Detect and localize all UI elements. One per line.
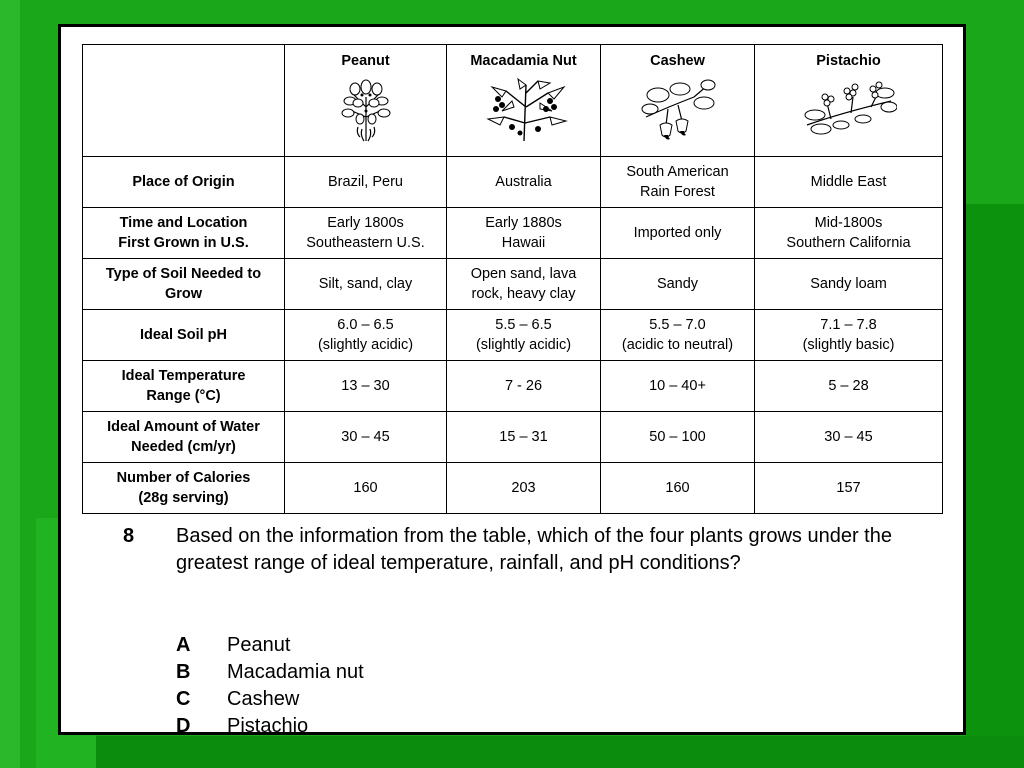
cell-text: rock, heavy clay bbox=[471, 286, 576, 302]
cell-text: Sandy bbox=[656, 276, 699, 292]
cell-text: Rain Forest bbox=[640, 184, 715, 200]
cell-text: 5 – 28 bbox=[828, 378, 869, 394]
table-cell bbox=[285, 259, 447, 310]
table-cell bbox=[755, 157, 943, 208]
cell-text: 160 bbox=[353, 480, 378, 496]
cell-text: 160 bbox=[665, 480, 690, 496]
table-row bbox=[83, 412, 943, 463]
cell-text: Sandy loam bbox=[810, 276, 887, 292]
table-cell bbox=[447, 310, 601, 361]
table-row bbox=[83, 259, 943, 310]
cell-text: Hawaii bbox=[501, 235, 546, 251]
row-header-text: Type of Soil Needed to bbox=[105, 266, 262, 282]
plant-name: Pistachio bbox=[816, 53, 881, 69]
option-letter: B bbox=[176, 661, 191, 683]
row-header-cell bbox=[83, 463, 285, 514]
table-cell bbox=[285, 157, 447, 208]
cell-text: 13 – 30 bbox=[341, 378, 390, 394]
cell-text: (slightly basic) bbox=[802, 337, 895, 353]
table-row bbox=[83, 361, 943, 412]
pistachio-plant-icon bbox=[801, 77, 897, 135]
question-text: Based on the information from the table, which of the four plants grows under the greatest range of ideal temperature, rainfall, and pH conditions? bbox=[176, 525, 892, 574]
row-header-text: (28g serving) bbox=[138, 490, 229, 506]
plant-name: Peanut bbox=[341, 53, 390, 69]
cell-text: South American bbox=[626, 164, 729, 180]
background-stripe bbox=[0, 0, 20, 768]
option-label: Peanut bbox=[227, 634, 291, 656]
cell-text: Mid-1800s bbox=[814, 215, 883, 231]
cell-text: Southeastern U.S. bbox=[306, 235, 425, 251]
cell-text: 15 – 31 bbox=[499, 429, 548, 445]
plant-name: Cashew bbox=[650, 53, 705, 69]
cell-text: Middle East bbox=[810, 174, 887, 190]
table-cell bbox=[601, 208, 755, 259]
cell-text: Open sand, lava bbox=[470, 266, 577, 282]
cell-text: 157 bbox=[836, 480, 861, 496]
option-label: Macadamia nut bbox=[227, 661, 364, 683]
table-cell bbox=[755, 208, 943, 259]
row-header-text: Ideal Soil pH bbox=[139, 327, 227, 343]
row-header-text: Needed (cm/yr) bbox=[131, 439, 236, 455]
cell-text: 50 – 100 bbox=[649, 429, 706, 445]
plant-name: Macadamia Nut bbox=[470, 53, 577, 69]
cell-text: 30 – 45 bbox=[341, 429, 390, 445]
cell-text: Imported only bbox=[633, 225, 722, 241]
nut-comparison-table bbox=[82, 44, 943, 514]
cell-text: (slightly acidic) bbox=[475, 337, 572, 353]
table-cell bbox=[755, 310, 943, 361]
cell-text: 10 – 40+ bbox=[649, 378, 706, 394]
peanut-plant-icon bbox=[340, 77, 392, 143]
row-header-cell bbox=[83, 259, 285, 310]
option-label: Pistachio bbox=[227, 715, 309, 737]
corner-cell bbox=[83, 45, 285, 157]
table-cell bbox=[601, 412, 755, 463]
cashew-plant-icon bbox=[638, 77, 718, 143]
table-cell bbox=[601, 259, 755, 310]
table-cell bbox=[755, 361, 943, 412]
background-stripe bbox=[96, 736, 1024, 768]
cell-text: Early 1880s bbox=[485, 215, 562, 231]
plant-column-header bbox=[601, 45, 755, 157]
row-header-text: Place of Origin bbox=[132, 174, 235, 190]
table-cell bbox=[447, 259, 601, 310]
table-cell bbox=[285, 361, 447, 412]
table-cell bbox=[755, 412, 943, 463]
row-header-cell bbox=[83, 361, 285, 412]
cell-text: 6.0 – 6.5 bbox=[337, 317, 394, 333]
table-cell bbox=[601, 361, 755, 412]
cell-text: 5.5 – 6.5 bbox=[495, 317, 552, 333]
table-cell bbox=[755, 463, 943, 514]
row-header-cell bbox=[83, 208, 285, 259]
row-header-text: Range (°C) bbox=[146, 388, 221, 404]
table-row bbox=[83, 310, 943, 361]
macadamia-plant-icon bbox=[476, 77, 572, 143]
table-cell bbox=[601, 310, 755, 361]
table-header-row bbox=[83, 45, 943, 157]
cell-text: Silt, sand, clay bbox=[318, 276, 413, 292]
table-cell bbox=[285, 208, 447, 259]
cell-text: 30 – 45 bbox=[824, 429, 873, 445]
row-header-cell bbox=[83, 157, 285, 208]
row-header-text: Ideal Temperature bbox=[121, 368, 246, 384]
cell-text: (slightly acidic) bbox=[317, 337, 414, 353]
plant-column-header bbox=[447, 45, 601, 157]
table-cell bbox=[447, 463, 601, 514]
row-header-text: Grow bbox=[164, 286, 203, 302]
cell-text: Early 1800s bbox=[327, 215, 404, 231]
table-cell bbox=[601, 157, 755, 208]
row-header-cell bbox=[83, 310, 285, 361]
option-letter: D bbox=[176, 715, 191, 737]
table-cell bbox=[285, 412, 447, 463]
cell-text: 203 bbox=[511, 480, 536, 496]
row-header-text: First Grown in U.S. bbox=[118, 235, 249, 251]
table-cell bbox=[285, 310, 447, 361]
row-header-text: Ideal Amount of Water bbox=[107, 419, 260, 435]
plant-column-header bbox=[755, 45, 943, 157]
option-label: Cashew bbox=[227, 688, 300, 710]
table-cell bbox=[285, 463, 447, 514]
plant-column-header bbox=[285, 45, 447, 157]
option-letter: C bbox=[176, 688, 191, 710]
cell-text: 7 - 26 bbox=[504, 378, 543, 394]
option-letter: A bbox=[176, 634, 191, 656]
question-number: 8 bbox=[123, 525, 135, 547]
row-header-text: Time and Location bbox=[119, 215, 248, 231]
cell-text: Brazil, Peru bbox=[328, 174, 403, 190]
row-header-cell bbox=[83, 412, 285, 463]
table-cell bbox=[755, 259, 943, 310]
row-header-text: Number of Calories bbox=[116, 470, 251, 486]
cell-text: 5.5 – 7.0 bbox=[649, 317, 706, 333]
table-cell bbox=[447, 412, 601, 463]
cell-text: (acidic to neutral) bbox=[621, 337, 734, 353]
table-row bbox=[83, 157, 943, 208]
cell-text: 7.1 – 7.8 bbox=[820, 317, 877, 333]
table-row bbox=[83, 208, 943, 259]
table-cell bbox=[447, 208, 601, 259]
cell-text: Australia bbox=[495, 174, 552, 190]
background-stripe bbox=[966, 204, 1024, 768]
table-row bbox=[83, 463, 943, 514]
table-cell bbox=[447, 157, 601, 208]
content-card bbox=[58, 24, 966, 735]
table-cell bbox=[601, 463, 755, 514]
table-cell bbox=[447, 361, 601, 412]
cell-text: Southern California bbox=[786, 235, 911, 251]
